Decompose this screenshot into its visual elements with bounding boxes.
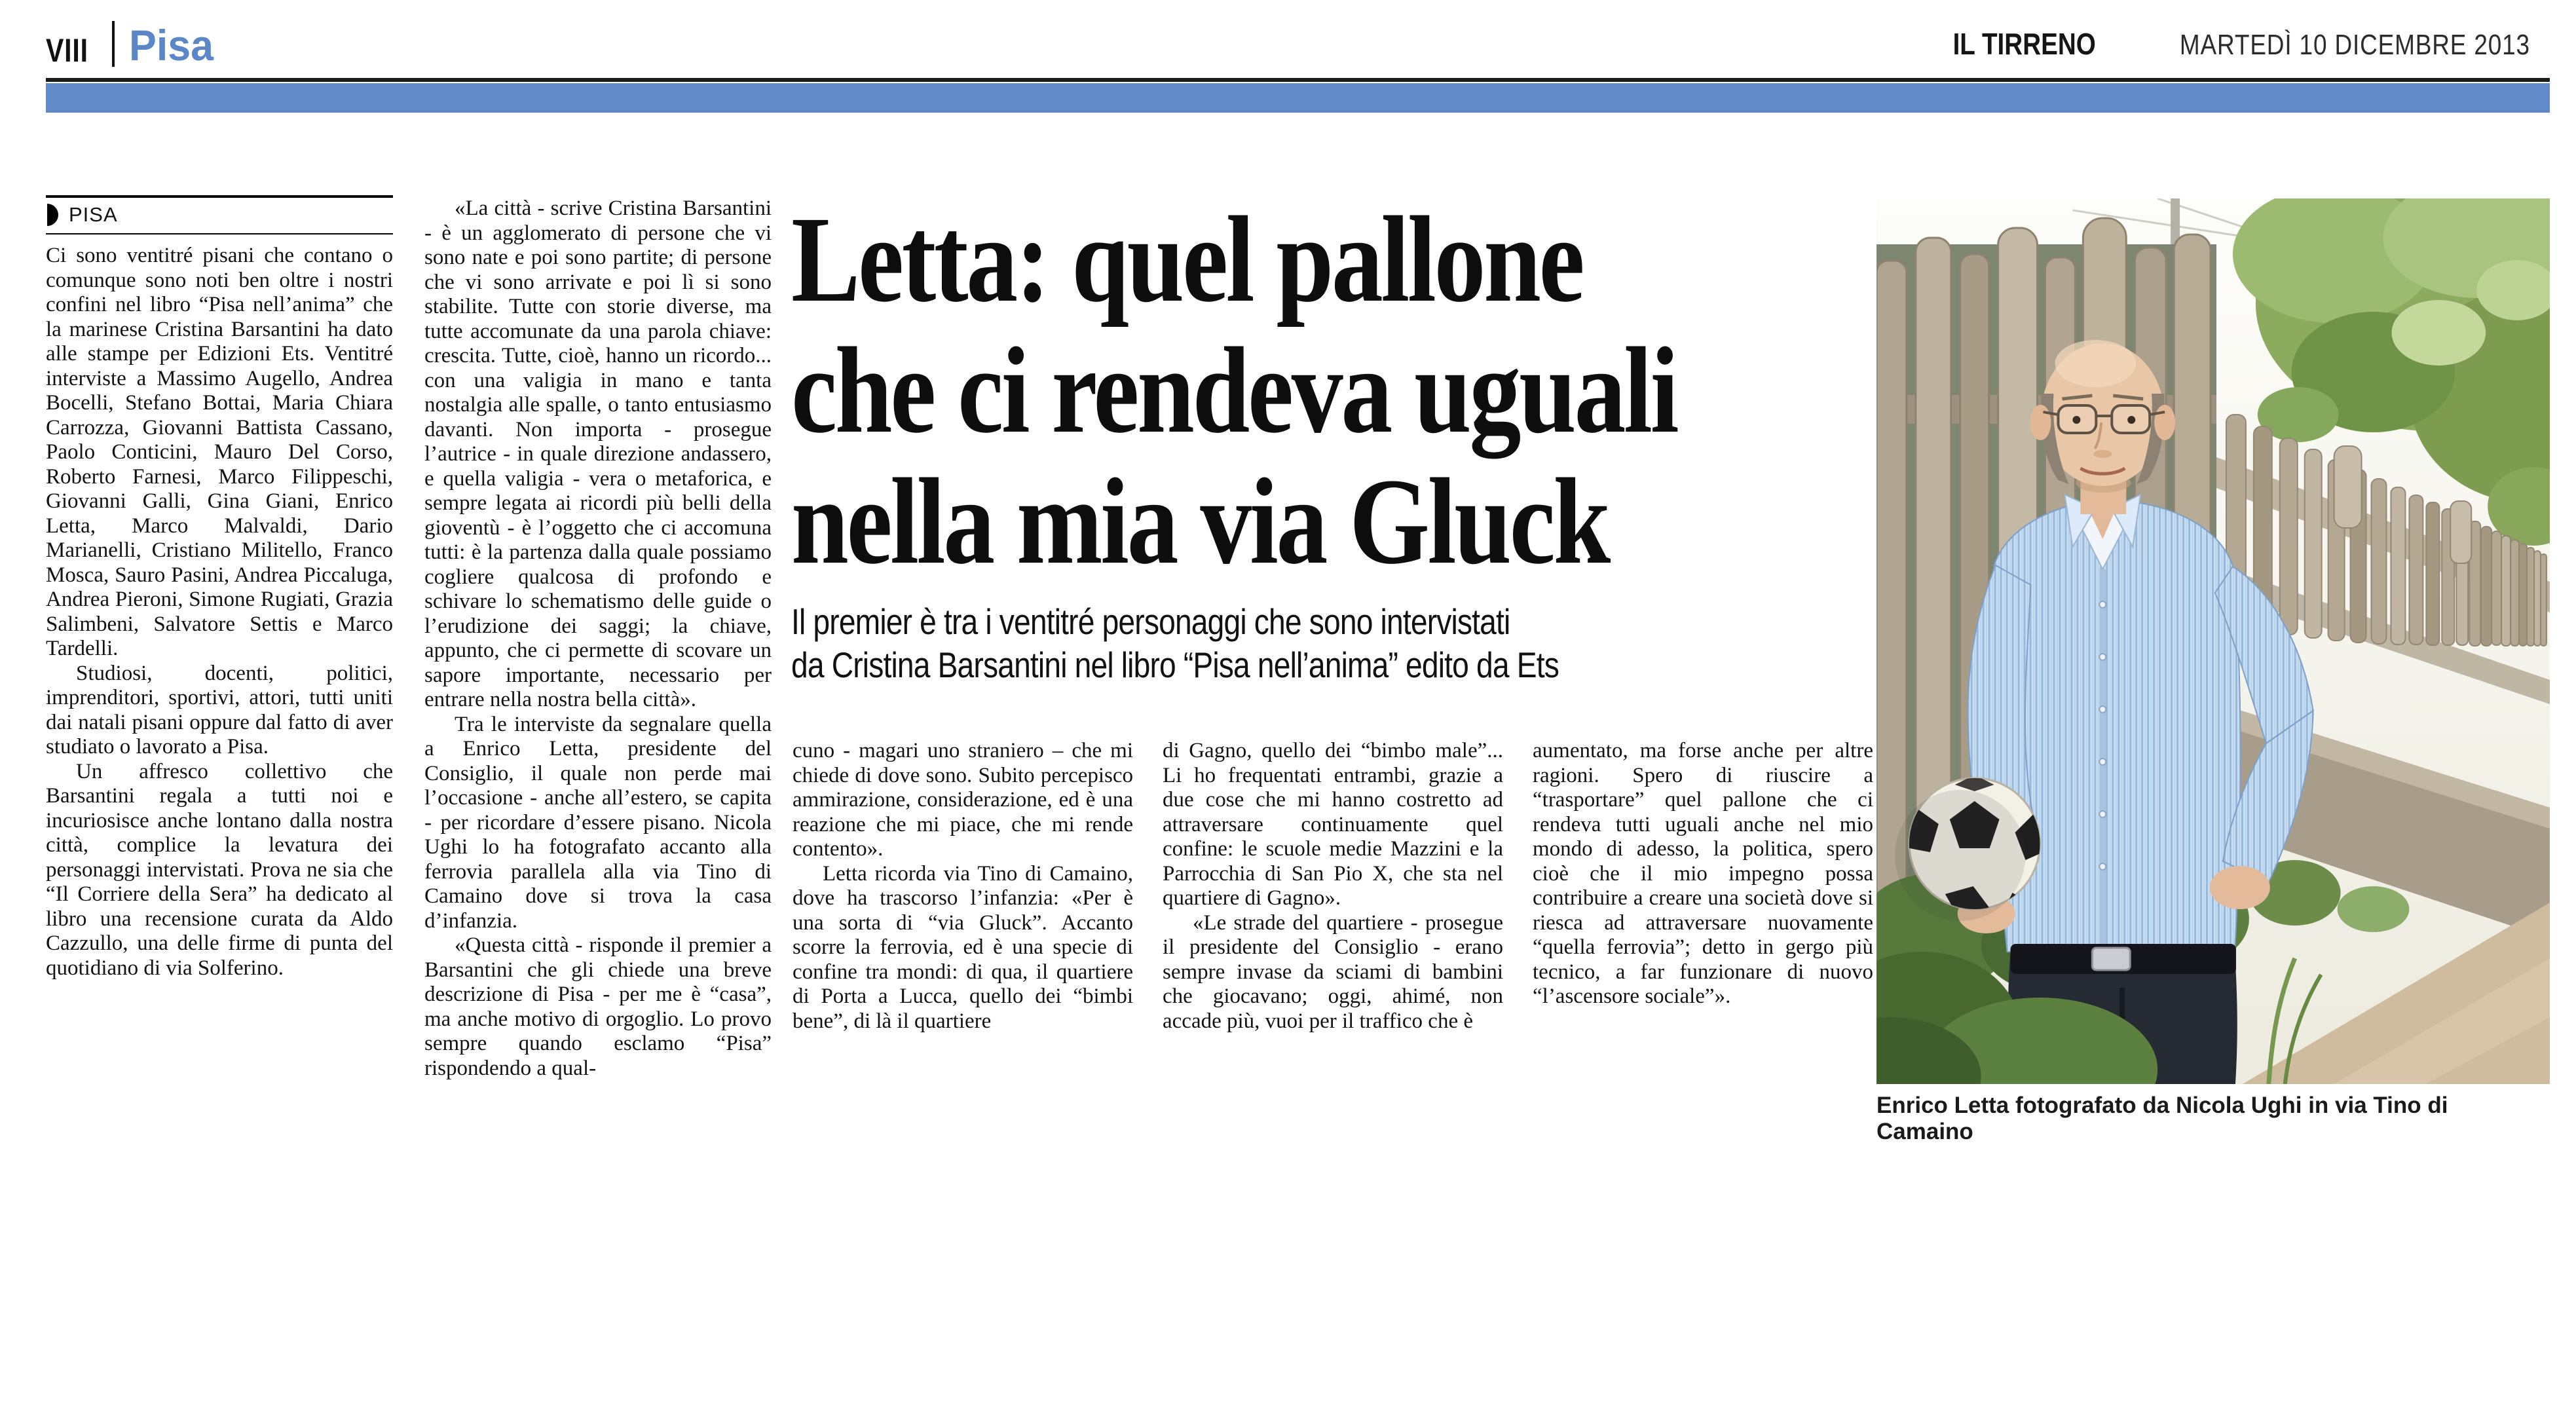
paragraph: Letta ricorda via Tino di Camaino, dove ha trascorso l’infanzia: «Per è una sorta di “via Gluck”. Accanto scorre la ferrovia, ed è una specie di confine tra mondi: di qua, il quartiere di Porta a Lucca, quello dei “bimbi bene”, di là il quartiere (793, 861, 1133, 1033)
section-logo: Pisa (129, 21, 214, 69)
paragraph: «La città - scrive Cristina Barsantini - è un agglomerato di persone che vi sono nate e poi sono partite; di persone che vi sono arrivate e poi lì si sono stabilite. Tutte con storie diverse, ma tutte accomunate da una parola chiave: crescita. Tutte, cioè, hanno un ricordo... con una valigia in mano e tanta nostalgia alle spalle, o tanto entusiasmo davanti. Non importa - prosegue l’autrice - in quale direzione andassero, e quella valigia - vera o metaforica, e sempre legata ai ricordi più belli della gioventù - è l’oggetto che ci accomuna tutti: è la partenza dalla quale possiamo cogliere qualcosa di profondo e schivare lo schematismo delle guide o l’erudizione dei saggi; la chiave, appunto, che ci permette di scovare un sapore importante, necessario per entrare nella nostra bella città». (424, 197, 772, 711)
kicker-rule-bottom (46, 233, 393, 234)
article-standfirst (791, 600, 1892, 686)
paragraph: Un affresco collettivo che Barsantini regala a tutti noi e incuriosisce anche lontano dalla nostra città, complice la levatura dei personaggi intervistati. Prova ne sia che “Il Corriere della Sera” ha dedicato al libro una recensione curata da Aldo Cazzullo, una delle firme di punta del quotidiano di via Solferino. (46, 759, 393, 980)
header-right (1926, 26, 2530, 62)
kicker (46, 195, 393, 234)
kicker-bullet-icon (47, 204, 58, 226)
page-number: VIII (46, 32, 88, 69)
headline-line: nella mia via Gluck (791, 453, 1609, 590)
paragraph: di Gagno, quello dei “bimbo male”... Li ho frequentati entrambi, grazie a due cose che mi hanno costretto ad attraversare continuamente quel confine: le scuole medie Mazzini e la Parrocchia di San Pio X, che sta nel quartiere di Gagno». (1163, 739, 1503, 910)
belt-buckle (2092, 948, 2130, 970)
body-column-3 (1533, 739, 1873, 1009)
hand-on-hip (2210, 866, 2270, 909)
letta-photo (1876, 198, 2550, 1084)
standfirst-line: Il premier è tra i ventitré personaggi che sono intervistati (791, 601, 1510, 642)
body-column-2 (1163, 739, 1503, 1034)
photo-caption: Enrico Letta fotografato da Nicola Ughi in via Tino di Camaino (1876, 1093, 2448, 1144)
sidebar-column-1 (46, 244, 393, 981)
accent-bar (46, 83, 2550, 113)
letta-photo-illustration (1876, 198, 2550, 1084)
shirt (1993, 500, 2240, 952)
header-rule (46, 78, 2550, 82)
sidebar-column-2 (424, 197, 772, 1081)
article-headline (791, 191, 1878, 590)
paragraph: «Questa città - risponde il premier a Barsantini che gli chiede una breve descrizione di Pisa - per me è “casa”, ma anche motivo di orgoglio. Lo provo sempre quando esclamo “Pisa” rispondendo a qual- (424, 933, 772, 1080)
paragraph: Tra le interviste da segnalare quella a Enrico Letta, presidente del Consiglio, il quale non perde mai l’occasione - anche all’estero, se capita - per ricordare d’essere pisano. Nicola Ughi lo ha fotografato accanto alla ferrovia parallela alla via Tino di Camaino dove si trova la casa d’infanzia. (424, 712, 772, 933)
headline-line: Letta: quel pallone (791, 191, 1583, 328)
header-divider (112, 21, 115, 67)
paragraph: aumentato, ma forse anche per altre ragioni. Spero di riuscire a “trasportare” quel pallone che ci rendeva tutti uguali anche nel mio mondo di adesso, la politica, spero cioè che il mio impegno possa contribuire a creare una società dove si riesca ad attraversare nuovamente “quella ferrovia”; detto in gergo più tecnico, a far funzionare di nuovo “l’ascensore sociale”». (1533, 739, 1873, 1008)
header-left (46, 14, 218, 67)
standfirst-line: da Cristina Barsantini nel libro “Pisa nell’anima” edito da Ets (791, 645, 1559, 685)
masthead: IL TIRRENO (1952, 27, 2097, 61)
kicker-label: PISA (69, 203, 118, 226)
body-column-1 (793, 739, 1133, 1034)
paragraph: Studiosi, docenti, politici, imprenditori, sportivi, attori, tutti uniti dai natali pisani oppure dal fatto di aver studiato o lavorato a Pisa. (46, 661, 393, 759)
paragraph: Ci sono ventitré pisani che contano o comunque sono noti ben oltre i nostri confini nel libro “Pisa nell’anima” che la marinese Cristina Barsantini ha dato alle stampe per Edizioni Ets. Ventitré interviste a Massimo Augello, Andrea Bocelli, Stefano Bottai, Maria Chiara Carrozza, Giovanni Battista Cassano, Paolo Conticini, Mauro Del Corso, Roberto Farnesi, Marco Filippeschi, Giovanni Galli, Gina Giani, Enrico Letta, Marco Malvaldi, Dario Marianelli, Cristiano Militello, Franco Mosca, Sauro Pasini, Andrea Piccaluga, Andrea Pieroni, Simone Rugiati, Grazia Salimbeni, Salvatore Settis e Marco Tardelli. (46, 244, 393, 660)
edition-date: MARTEDÌ 10 DICEMBRE 2013 (2179, 29, 2530, 61)
headline-line: che ci rendeva uguali (791, 322, 1677, 459)
paragraph: cuno - magari uno straniero – che mi chiede di dove sono. Subito percepisco ammirazione, considerazione, ed è una reazione che mi piace, che mi rende contento». (793, 739, 1133, 861)
paragraph: «Le strade del quartiere - prosegue il presidente del Consiglio - erano sempre invase da sciami di bambini che giocavano; oggi, ahimé, non accade più, vuoi per il traffico che è (1163, 910, 1503, 1033)
